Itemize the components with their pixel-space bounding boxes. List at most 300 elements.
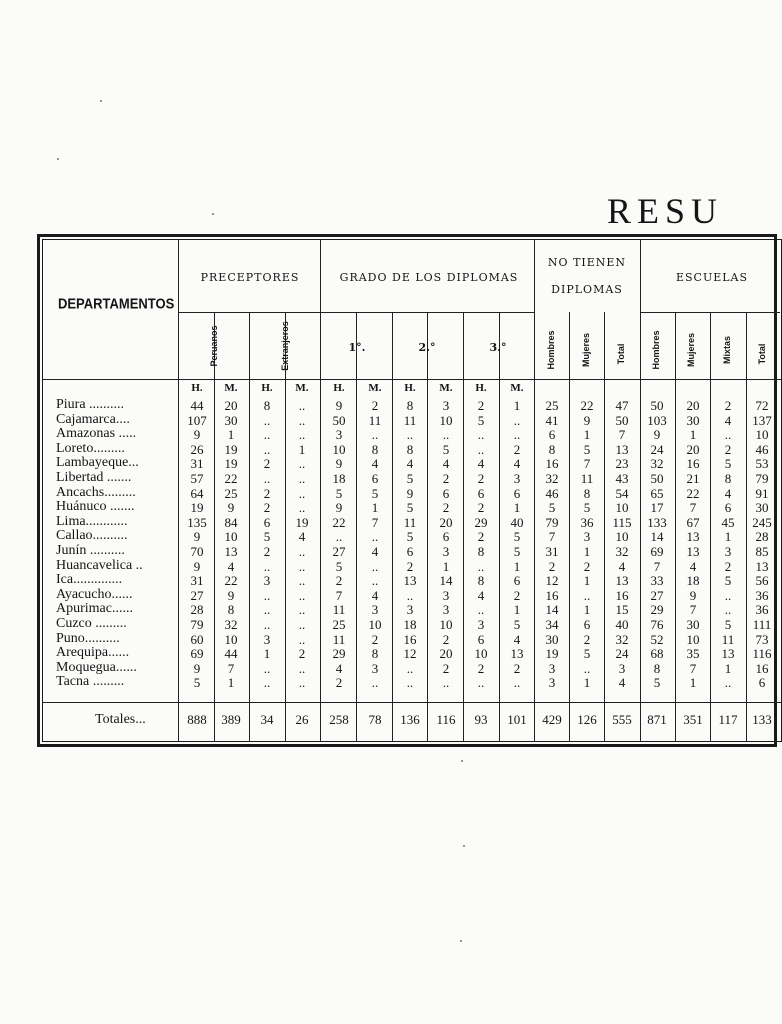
totals-cell: 888	[187, 712, 207, 727]
table-cell: 60	[190, 631, 204, 647]
grid-line	[392, 312, 393, 742]
table-cell: ..	[298, 398, 306, 413]
grid-line	[42, 702, 782, 703]
table-cell: 10	[439, 617, 453, 632]
table-cell: 3	[442, 587, 450, 603]
grid-line	[675, 312, 676, 742]
table-cell: 7	[689, 500, 697, 516]
table-cell: 6	[513, 573, 521, 589]
table-cell: 69	[190, 646, 204, 662]
table-cell: 1	[263, 646, 271, 662]
table-cell: 115	[612, 514, 632, 530]
table-cell: 133	[647, 514, 667, 530]
table-cell: 9	[193, 427, 201, 443]
table-cell: 2	[477, 660, 485, 676]
table-cell: ..	[477, 441, 485, 457]
table-cell: 13	[721, 646, 735, 662]
table-cell: 1	[513, 558, 521, 574]
table-cell: 22	[686, 485, 700, 501]
table-cell: 10	[368, 617, 382, 632]
table-cell: 54	[615, 485, 629, 501]
department-name: Ica..............	[56, 572, 123, 588]
grid-line	[249, 312, 250, 742]
table-cell: 4	[442, 456, 450, 472]
table-cell: 22	[224, 573, 238, 589]
table-cell: ..	[477, 602, 485, 618]
totals-cell: 351	[683, 712, 703, 727]
table-cell: 2	[263, 485, 271, 501]
grado-1-subheader: 1°.	[348, 341, 366, 354]
table-cell: 3	[618, 660, 626, 676]
totals-cell: 78	[368, 712, 382, 727]
table-cell: 3	[406, 602, 414, 618]
table-cell: 8	[406, 398, 414, 413]
table-cell: ..	[263, 427, 271, 443]
table-cell: ..	[442, 675, 450, 691]
table-cell: 2	[477, 398, 485, 413]
table-cell: 2	[724, 441, 732, 457]
table-cell: 6	[583, 617, 591, 632]
table-cell: 36	[580, 514, 594, 530]
table-cell: ..	[298, 500, 306, 516]
table-cell: 2	[513, 441, 521, 457]
table-cell: ..	[406, 427, 414, 443]
mujeres-subheader: Mujeres	[581, 332, 591, 368]
table-cell: ..	[513, 427, 521, 443]
grid-line	[569, 312, 570, 742]
table-cell: 10	[686, 631, 700, 647]
table-cell: ..	[298, 471, 306, 486]
table-cell: 12	[403, 646, 417, 662]
table-cell: 50	[650, 471, 664, 486]
table-cell: 137	[752, 412, 772, 428]
table-cell: 5	[406, 529, 414, 545]
table-cell: 2	[442, 500, 450, 516]
table-cell: 11	[721, 631, 735, 647]
table-cell: 6	[548, 427, 556, 443]
table-cell: 72	[755, 398, 769, 413]
table-cell: 13	[224, 544, 238, 559]
table-cell: 5	[406, 471, 414, 486]
table-cell: ..	[477, 427, 485, 443]
table-cell: ..	[442, 427, 450, 443]
table-cell: 84	[224, 514, 238, 530]
table-cell: ..	[724, 587, 732, 603]
table-cell: 17	[650, 500, 664, 516]
table-cell: ..	[371, 529, 379, 545]
table-cell: 2	[406, 558, 414, 574]
table-cell: 4	[227, 558, 235, 574]
table-cell: 4	[724, 412, 732, 428]
totals-cell: 871	[647, 712, 667, 727]
table-cell: 4	[513, 631, 521, 647]
department-name: Huancavelica ..	[56, 557, 143, 573]
scan-speck	[463, 845, 465, 847]
table-cell: 73	[755, 631, 769, 647]
table-cell: 64	[190, 485, 204, 501]
table-cell: 3	[513, 471, 521, 486]
table-cell: 6	[477, 485, 485, 501]
table-cell: ..	[298, 660, 306, 676]
table-cell: ..	[298, 587, 306, 603]
totals-cell: 258	[329, 712, 349, 727]
table-cell: 2	[263, 544, 271, 559]
table-cell: 2	[477, 471, 485, 486]
table-cell: ..	[263, 675, 271, 691]
table-cell: 47	[615, 398, 629, 413]
table-cell: 9	[653, 427, 661, 443]
table-cell: 245	[752, 514, 772, 530]
escuelas-hombres-subheader: Hombres	[651, 330, 661, 370]
table-cell: 9	[193, 558, 201, 574]
table-cell: 9	[406, 485, 414, 501]
table-cell: 9	[227, 587, 235, 603]
table-cell: 2	[724, 398, 732, 413]
table-cell: 4	[477, 456, 485, 472]
table-cell: 4	[513, 456, 521, 472]
hm-subheader: M.	[439, 382, 453, 394]
preceptores-header: PRECEPTORES	[200, 271, 300, 284]
table-cell: ..	[263, 617, 271, 632]
table-cell: 32	[615, 631, 629, 647]
table-cell: 4	[298, 529, 306, 545]
table-cell: 16	[686, 456, 700, 472]
table-cell: 33	[650, 573, 664, 589]
table-cell: 20	[439, 514, 453, 530]
table-cell: 2	[442, 660, 450, 676]
table-cell: 29	[650, 602, 664, 618]
department-name: Lima............	[56, 513, 128, 529]
table-cell: 32	[224, 617, 238, 632]
table-cell: 107	[187, 412, 207, 428]
table-cell: 7	[583, 456, 591, 472]
page-title: RESU	[607, 191, 724, 231]
table-cell: 25	[224, 485, 238, 501]
table-cell: 3	[724, 544, 732, 559]
table-cell: 1	[513, 602, 521, 618]
table-cell: 9	[583, 412, 591, 428]
table-cell: ..	[298, 412, 306, 428]
table-cell: 30	[224, 412, 238, 428]
table-cell: 79	[755, 471, 769, 486]
table-cell: 6	[406, 544, 414, 559]
table-cell: 3	[263, 573, 271, 589]
grid-line	[604, 312, 605, 742]
department-name: Junín ..........	[56, 543, 125, 558]
table-cell: 16	[403, 631, 417, 647]
department-name: Tacna .........	[56, 674, 125, 690]
table-cell: 5	[548, 500, 556, 516]
table-cell: 25	[332, 617, 346, 632]
table-cell: 1	[513, 500, 521, 516]
table-cell: 1	[689, 427, 697, 443]
table-cell: 11	[403, 412, 417, 428]
table-cell: 13	[755, 558, 769, 574]
table-cell: 36	[755, 602, 769, 618]
table-cell: 7	[618, 427, 626, 443]
table-cell: 1	[513, 398, 521, 413]
table-cell: 1	[724, 660, 732, 676]
table-cell: 3	[371, 660, 379, 676]
table-cell: 18	[686, 573, 700, 589]
table-cell: 6	[724, 500, 732, 516]
table-cell: 10	[615, 529, 629, 545]
table-cell: ..	[406, 587, 414, 603]
table-cell: ..	[371, 675, 379, 691]
hm-subheader: H.	[333, 382, 345, 394]
table-cell: 8	[371, 441, 379, 457]
table-cell: 50	[615, 412, 629, 428]
table-cell: 9	[335, 500, 343, 516]
table-cell: 27	[190, 587, 204, 603]
table-cell: 4	[335, 660, 343, 676]
table-cell: 5	[583, 441, 591, 457]
grid-line	[710, 312, 711, 742]
table-cell: 52	[650, 631, 664, 647]
extranjeros-subheader: Extranjeros	[280, 321, 290, 371]
table-cell: ..	[298, 456, 306, 472]
table-cell: 103	[647, 412, 667, 428]
table-cell: 3	[442, 398, 450, 413]
table-cell: ..	[298, 573, 306, 589]
table-cell: 19	[224, 456, 238, 472]
table-cell: 1	[689, 675, 697, 691]
table-cell: 5	[335, 485, 343, 501]
table-cell: 11	[368, 412, 382, 428]
table-cell: 2	[548, 558, 556, 574]
table-cell: 57	[190, 471, 204, 486]
totals-cell: 26	[295, 712, 309, 727]
department-name: Amazonas .....	[56, 426, 137, 442]
table-cell: 2	[477, 529, 485, 545]
table-cell: ..	[583, 587, 591, 603]
table-cell: 2	[371, 631, 379, 647]
table-cell: ..	[298, 485, 306, 501]
grid-line	[746, 312, 747, 742]
table-cell: 44	[190, 398, 204, 413]
table-cell: 13	[686, 544, 700, 559]
table-cell: 1	[227, 427, 235, 443]
department-name: Ayacucho......	[56, 586, 133, 602]
table-cell: 27	[332, 544, 346, 559]
table-cell: 5	[193, 675, 201, 691]
totals-cell: 34	[260, 712, 274, 727]
table-cell: 65	[650, 485, 664, 501]
table-cell: 8	[583, 485, 591, 501]
table-cell: 14	[439, 573, 453, 589]
department-name: Moquegua......	[56, 659, 137, 675]
table-cell: 3	[477, 617, 485, 632]
scan-speck	[460, 940, 462, 942]
table-cell: 5	[724, 456, 732, 472]
table-cell: 3	[371, 602, 379, 618]
table-cell: 76	[650, 617, 664, 632]
table-cell: ..	[724, 675, 732, 691]
table-cell: 2	[335, 573, 343, 589]
hm-subheader: H.	[261, 382, 273, 394]
table-cell: 1	[227, 675, 235, 691]
table-cell: 2	[442, 471, 450, 486]
grado-2-subheader: 2.°	[418, 341, 436, 354]
hm-subheader: H.	[191, 382, 203, 394]
table-cell: ..	[371, 558, 379, 574]
table-cell: 3	[442, 544, 450, 559]
table-cell: 6	[477, 631, 485, 647]
table-cell: 25	[545, 398, 559, 413]
scan-speck	[100, 100, 102, 102]
table-cell: 1	[724, 529, 732, 545]
table-cell: 5	[724, 617, 732, 632]
table-cell: 3	[548, 660, 556, 676]
table-cell: 27	[650, 587, 664, 603]
table-cell: 79	[190, 617, 204, 632]
table-cell: 5	[335, 558, 343, 574]
diplomas-header: DIPLOMAS	[551, 283, 623, 296]
totals-cell: 117	[718, 712, 738, 727]
grid-line	[285, 312, 286, 742]
table-cell: 13	[615, 441, 629, 457]
table-cell: ..	[724, 427, 732, 443]
totals-cell: 126	[577, 712, 597, 727]
table-cell: 2	[298, 646, 306, 662]
table-cell: 6	[758, 675, 766, 691]
department-name: Cajamarca....	[56, 411, 130, 427]
table-cell: 41	[545, 412, 559, 428]
table-cell: 5	[583, 646, 591, 662]
table-cell: 16	[755, 660, 769, 676]
table-cell: ..	[263, 558, 271, 574]
table-cell: 4	[618, 675, 626, 691]
table-cell: ..	[263, 412, 271, 428]
table-cell: 5	[583, 500, 591, 516]
table-cell: 10	[224, 631, 238, 647]
table-cell: 30	[755, 500, 769, 516]
table-cell: 5	[263, 529, 271, 545]
table-cell: 14	[545, 602, 559, 618]
table-cell: ..	[263, 587, 271, 603]
table-cell: 20	[686, 441, 700, 457]
table-cell: 1	[583, 602, 591, 618]
table-cell: 7	[653, 558, 661, 574]
table-cell: ..	[406, 660, 414, 676]
table-cell: 2	[371, 398, 379, 413]
table-cell: 19	[545, 646, 559, 662]
table-cell: 10	[224, 529, 238, 545]
table-cell: 11	[332, 631, 346, 647]
table-cell: 79	[545, 514, 559, 530]
table-cell: ..	[371, 427, 379, 443]
table-cell: 8	[227, 602, 235, 618]
grid-line	[178, 239, 179, 742]
table-cell: 3	[335, 427, 343, 443]
table-cell: 8	[548, 441, 556, 457]
table-cell: 7	[371, 514, 379, 530]
table-cell: 18	[403, 617, 417, 632]
department-name: Puno..........	[56, 630, 120, 646]
table-cell: 9	[335, 398, 343, 413]
table-cell: 20	[224, 398, 238, 413]
table-cell: 11	[403, 514, 417, 530]
table-cell: 7	[689, 660, 697, 676]
table-cell: 13	[686, 529, 700, 545]
table-cell: 91	[755, 485, 769, 501]
table-cell: 5	[406, 500, 414, 516]
table-cell: 9	[227, 500, 235, 516]
department-name: Ancachs.........	[56, 484, 136, 500]
table-cell: 116	[752, 646, 772, 662]
table-cell: 8	[724, 471, 732, 486]
table-cell: 4	[618, 558, 626, 574]
table-cell: ..	[477, 558, 485, 574]
table-cell: 16	[615, 587, 629, 603]
table-cell: 40	[615, 617, 629, 632]
table-cell: 4	[477, 587, 485, 603]
table-cell: 3	[442, 602, 450, 618]
table-cell: 4	[371, 587, 379, 603]
department-name: Lambayeque...	[56, 455, 139, 471]
table-cell: ..	[298, 602, 306, 618]
table-cell: 3	[548, 675, 556, 691]
scan-speck	[57, 158, 59, 160]
table-cell: 32	[545, 471, 559, 486]
table-cell: 1	[583, 675, 591, 691]
table-cell: 2	[583, 631, 591, 647]
table-cell: 4	[689, 558, 697, 574]
table-cell: 68	[650, 646, 664, 662]
table-cell: 1	[583, 544, 591, 559]
table-cell: 11	[580, 471, 594, 486]
table-cell: 5	[442, 441, 450, 457]
table-cell: 3	[263, 631, 271, 647]
table-cell: 2	[724, 558, 732, 574]
table-cell: 19	[190, 500, 204, 516]
totals-cell: 555	[612, 712, 632, 727]
table-cell: 9	[689, 587, 697, 603]
table-cell: ..	[263, 660, 271, 676]
grid-line	[320, 239, 321, 742]
table-cell: 8	[406, 441, 414, 457]
table-cell: 22	[580, 398, 594, 413]
escuelas-total-subheader: Total	[757, 343, 767, 365]
table-cell: ..	[724, 602, 732, 618]
department-name: Callao..........	[56, 528, 128, 544]
table-cell: 6	[371, 471, 379, 486]
table-cell: ..	[263, 602, 271, 618]
scan-speck	[461, 760, 463, 762]
grid-line	[463, 312, 464, 742]
table-cell: 4	[371, 544, 379, 559]
department-name: Loreto.........	[56, 440, 125, 456]
table-cell: 2	[513, 587, 521, 603]
table-cell: 34	[545, 617, 559, 632]
table-cell: 10	[615, 500, 629, 516]
table-cell: 50	[650, 398, 664, 413]
totals-cell: 429	[542, 712, 562, 727]
table-cell: 15	[615, 602, 629, 618]
table-cell: 1	[442, 558, 450, 574]
table-cell: 21	[686, 471, 700, 486]
table-cell: 32	[615, 544, 629, 559]
table-cell: ..	[298, 675, 306, 691]
department-name: Libertad .......	[56, 470, 132, 485]
table-cell: 16	[545, 587, 559, 603]
table-cell: 19	[295, 514, 309, 530]
table-cell: 12	[545, 573, 559, 589]
table-cell: 32	[650, 456, 664, 472]
table-cell: 9	[193, 660, 201, 676]
table-cell: 36	[755, 587, 769, 603]
table-cell: 30	[545, 631, 559, 647]
